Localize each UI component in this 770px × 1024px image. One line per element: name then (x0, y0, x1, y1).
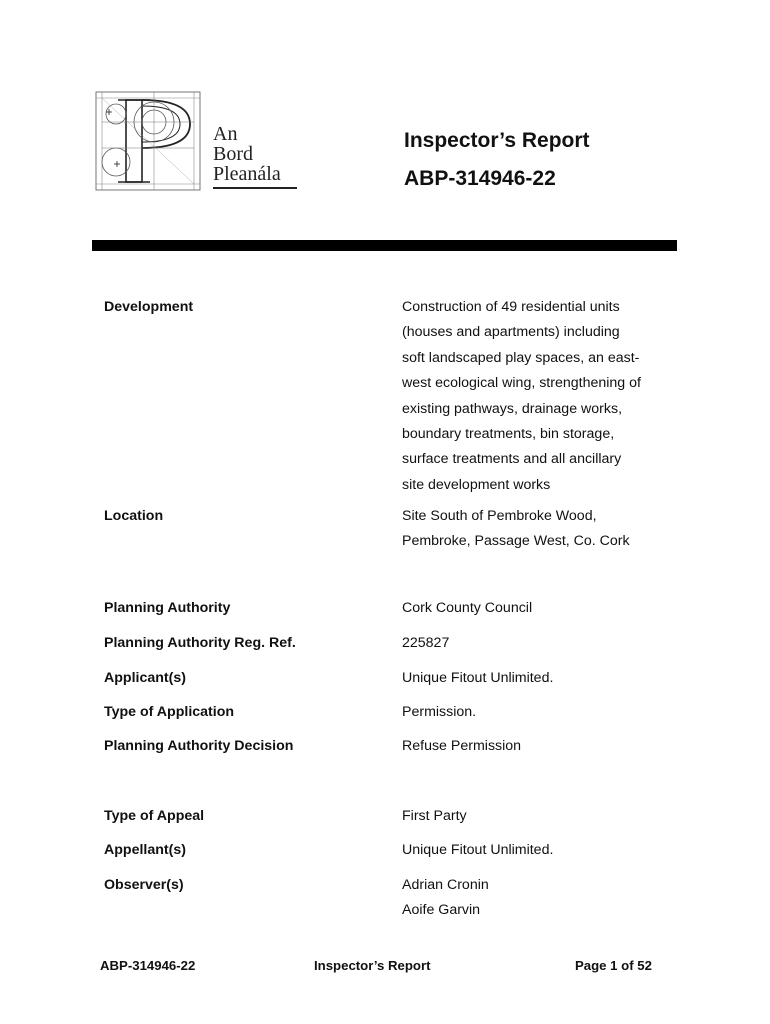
planning-authority-label: Planning Authority (104, 600, 231, 616)
footer-title: Inspector’s Report (314, 958, 431, 973)
development-line: west ecological wing, strengthening of (402, 375, 641, 392)
planning-authority-value: Cork County Council (402, 600, 533, 616)
development-line: boundary treatments, bin storage, (402, 426, 615, 443)
appellants-label: Appellant(s) (104, 842, 186, 858)
location-label: Location (104, 508, 164, 524)
development-value (402, 295, 674, 498)
reg-ref-label: Planning Authority Reg. Ref. (104, 635, 296, 651)
application-type-label: Type of Application (104, 704, 235, 720)
applicants-value: Unique Fitout Unlimited. (402, 670, 554, 686)
reg-ref-value: 225827 (402, 635, 450, 651)
appellants-value: Unique Fitout Unlimited. (402, 842, 554, 858)
observer-name: Aoife Garvin (402, 902, 481, 919)
header-divider (92, 240, 677, 251)
footer-page-number: Page 1 of 52 (575, 958, 652, 973)
development-label: Development (104, 299, 194, 315)
location-value (402, 504, 674, 555)
applicants-label: Applicant(s) (104, 670, 186, 686)
development-line: existing pathways, drainage works, (402, 400, 623, 417)
observers-value (402, 873, 674, 924)
observers-label: Observer(s) (104, 877, 184, 893)
footer-reference: ABP-314946-22 (100, 958, 196, 973)
report-reference: ABP-314946-22 (404, 167, 556, 190)
development-line: (houses and apartments) including (402, 324, 620, 341)
location-line: Site South of Pembroke Wood, (402, 508, 597, 524)
development-line: Construction of 49 residential units (402, 299, 620, 315)
development-line: surface treatments and all ancillary (402, 451, 622, 468)
decision-label: Planning Authority Decision (104, 738, 294, 754)
decision-value: Refuse Permission (402, 738, 522, 754)
development-line: soft landscaped play spaces, an east- (402, 349, 640, 366)
location-line: Pembroke, Passage West, Co. Cork (402, 533, 630, 550)
report-title: Inspector’s Report (404, 129, 590, 152)
title-block (404, 128, 590, 204)
logo-word-bord: Bord (213, 143, 253, 165)
logo-wordmark (213, 124, 281, 184)
application-type-value: Permission. (402, 704, 477, 720)
logo-word-pleanala: Pleanála (213, 163, 281, 185)
appeal-type-value: First Party (402, 808, 467, 824)
development-line: site development works (402, 476, 551, 493)
logo-word-an: An (213, 123, 238, 145)
appeal-type-label: Type of Appeal (104, 808, 205, 824)
logo-underline (213, 187, 297, 189)
observer-name: Adrian Cronin (402, 877, 489, 893)
